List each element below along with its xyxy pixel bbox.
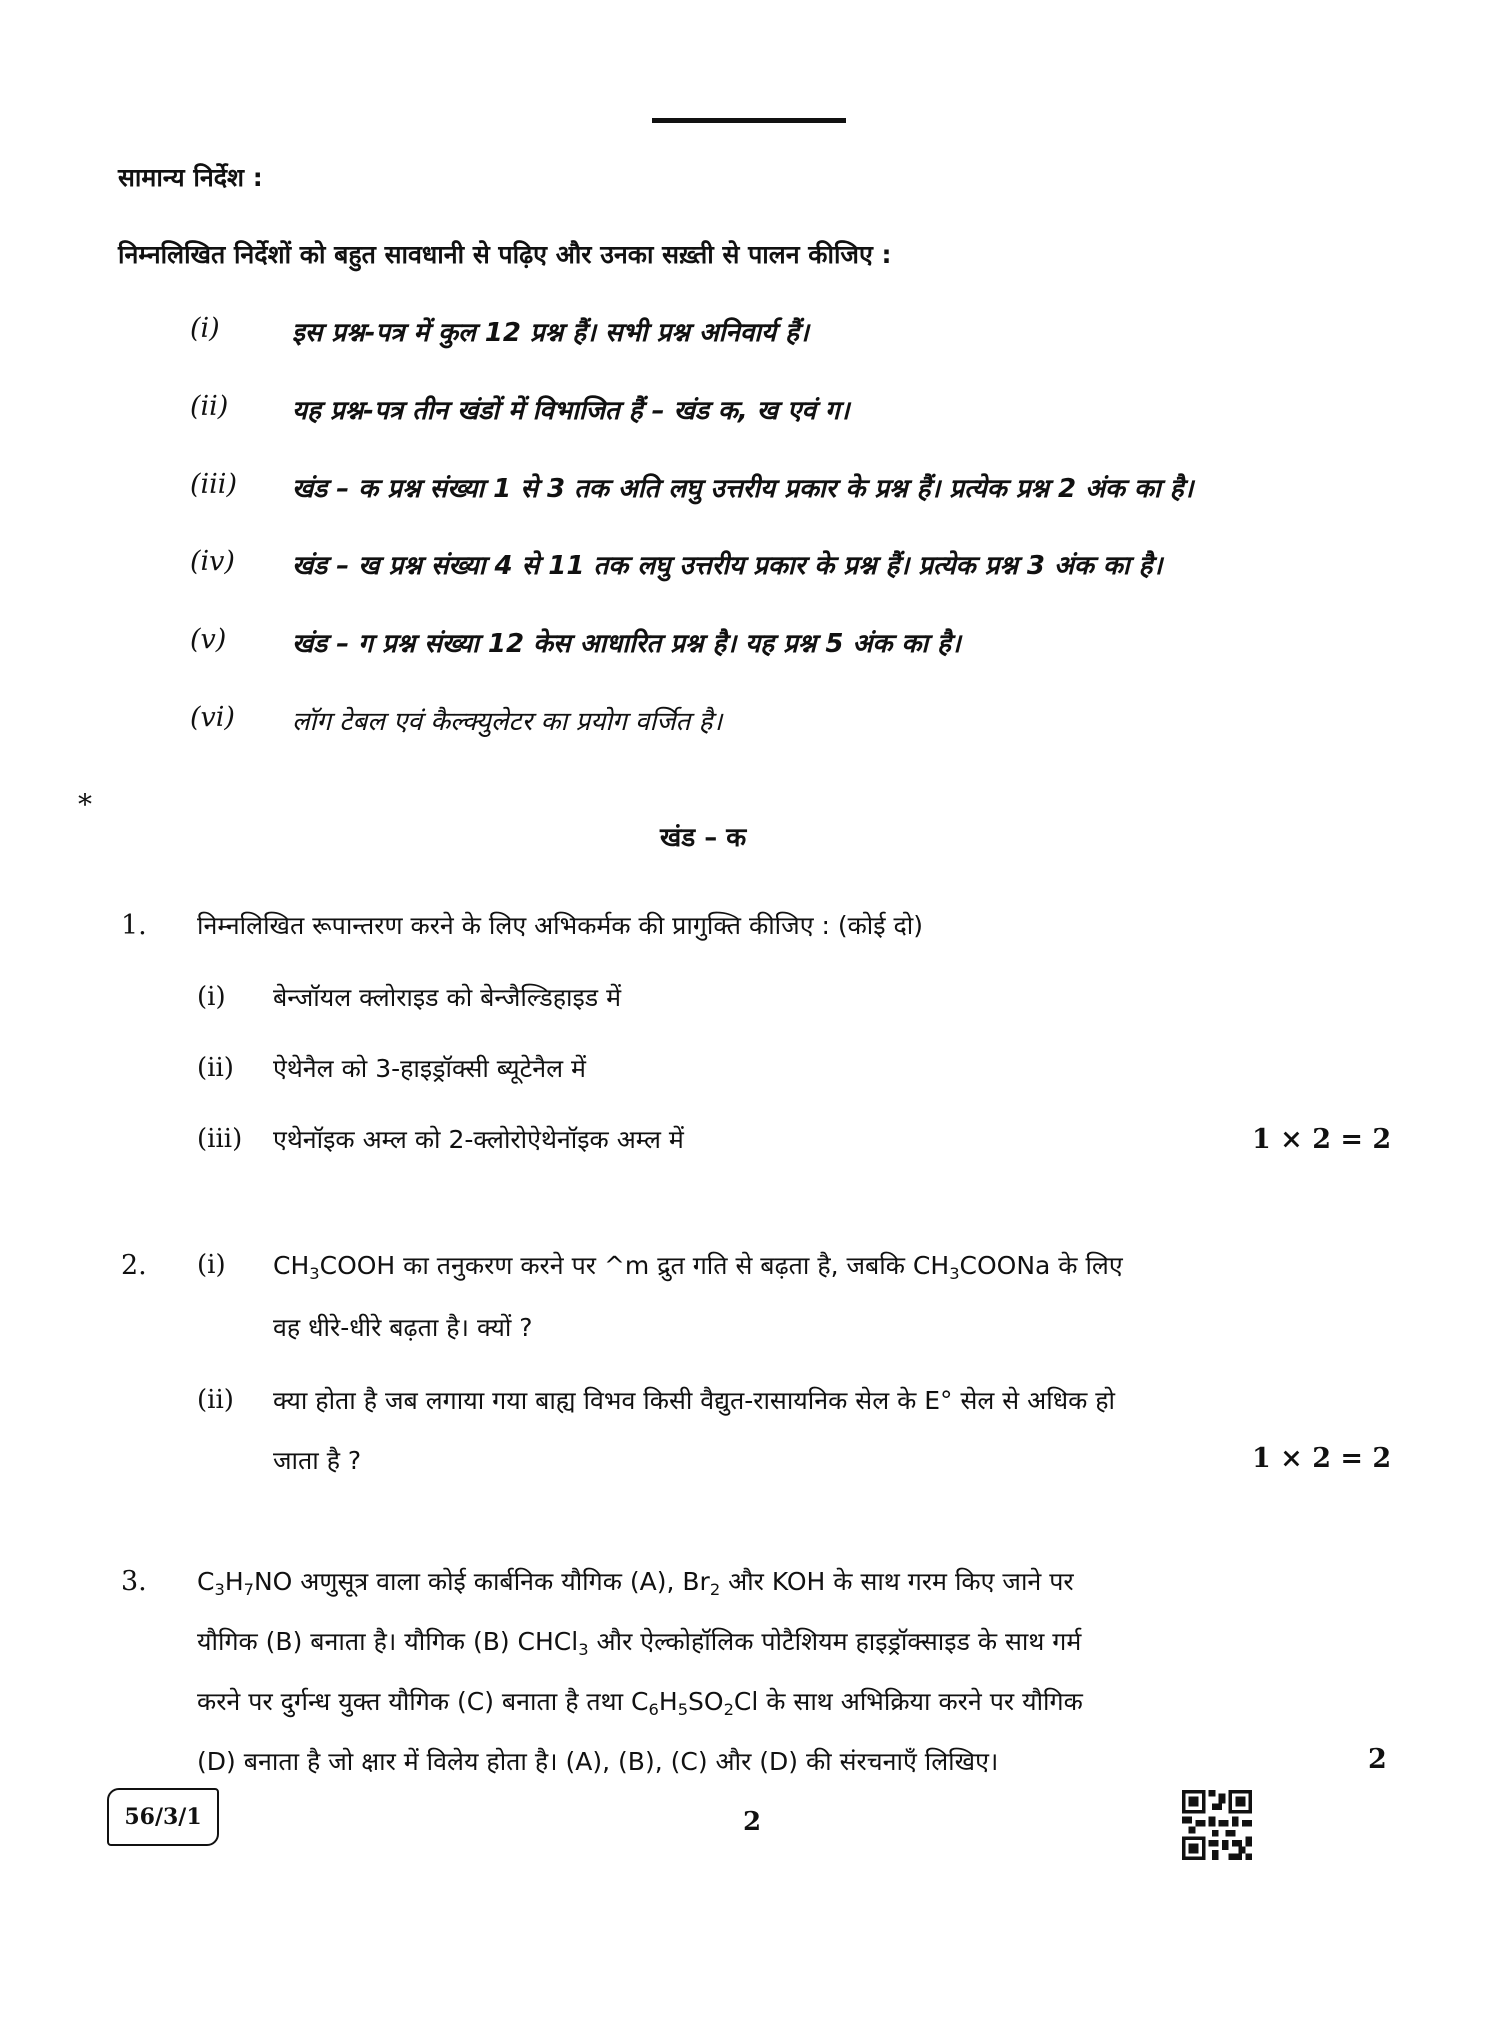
instruction-text: लॉग टेबल एवं कैल्क्युलेटर का प्रयोग वर्जित है। <box>292 707 723 737</box>
part-number: (i) <box>197 982 226 1012</box>
part-text: ऐथेनैल को 3-हाइड्रॉक्सी ब्यूटेनैल में <box>273 1054 586 1083</box>
instruction-text: इस प्रश्न-पत्र में कुल 12 प्रश्न हैं। सभी प्रश्न अनिवार्य हैं। <box>292 318 809 348</box>
instruction-num: (iii) <box>190 469 237 500</box>
instruction-num: (ii) <box>190 391 229 422</box>
paper-code-badge: 56/3/1 <box>107 1788 219 1846</box>
instructions-subtitle: निम्नलिखित निर्देशों को बहुत सावधानी से पढ़िए और उनका सख़्ती से पालन कीजिए : <box>118 240 892 269</box>
marks: 2 <box>1368 1744 1387 1775</box>
instruction-text: यह प्रश्न-पत्र तीन खंडों में विभाजित हैं – खंड क, ख एवं ग। <box>292 396 850 426</box>
instruction-text: खंड – ख प्रश्न संख्या 4 से 11 तक लघु उत्तरीय प्रकार के प्रश्न हैं। प्रत्येक प्रश्न 3 अंक का है। <box>292 551 1163 581</box>
instruction-num: (iv) <box>190 546 235 577</box>
part-text: वह धीरे-धीरे बढ़ता है। क्यों ? <box>273 1313 533 1342</box>
star-mark: * <box>78 788 92 821</box>
question-text: करने पर दुर्गन्ध युक्त यौगिक (C) बनाता है तथा $C_6H_5SO_2Cl$ के साथ अभिक्रिया करने पर यौगिक <box>197 1687 1083 1719</box>
instruction-num: (i) <box>190 313 220 344</box>
question-number: 3. <box>121 1566 147 1597</box>
marks: 1 × 2 = 2 <box>1252 1124 1392 1155</box>
instruction-text: खंड – ग प्रश्न संख्या 12 केस आधारित प्रश्न है। यह प्रश्न 5 अंक का है। <box>292 629 961 659</box>
section-title: खंड – क <box>660 823 747 853</box>
part-number: (ii) <box>197 1385 234 1415</box>
part-text: $CH_3COOH$ का तनुकरण करने पर ^m द्रुत गति से बढ़ता है, जबकि $CH_3COONa$ के लिए <box>273 1251 1123 1283</box>
instruction-text: खंड – क प्रश्न संख्या 1 से 3 तक अति लघु उत्तरीय प्रकार के प्रश्न हैं। प्रत्येक प्रश्न 2 अंक का है। <box>292 474 1194 504</box>
instruction-num: (v) <box>190 624 227 655</box>
page-number: 2 <box>743 1807 762 1837</box>
question-text: यौगिक (B) बनाता है। यौगिक (B) CHCl$_3$ और ऐल्कोहॉलिक पोटैशियम हाइड्रॉक्साइड के साथ गर्म <box>197 1627 1082 1659</box>
instruction-num: (vi) <box>190 702 235 733</box>
part-text: क्या होता है जब लगाया गया बाह्य विभव किसी वैद्युत-रासायनिक सेल के E° सेल से अधिक हो <box>273 1386 1115 1415</box>
instructions-title: सामान्य निर्देश : <box>118 163 263 192</box>
marks: 1 × 2 = 2 <box>1252 1443 1392 1474</box>
part-text: बेन्जॉयल क्लोराइड को बेन्जैल्डिहाइड में <box>273 983 622 1012</box>
qr-code-icon <box>1182 1790 1252 1860</box>
question-number: 2. <box>121 1250 147 1281</box>
top-rule <box>652 118 846 123</box>
part-text: जाता है ? <box>273 1446 362 1475</box>
question-text: निम्नलिखित रूपान्तरण करने के लिए अभिकर्मक की प्रागुक्ति कीजिए : (कोई दो) <box>197 911 923 940</box>
question-text: $C_3H_7NO$ अणुसूत्र वाला कोई कार्बनिक यौगिक (A), $Br_2$ और KOH के साथ गरम किए जाने पर <box>197 1567 1074 1599</box>
part-number: (iii) <box>197 1124 243 1154</box>
part-text: एथेनॉइक अम्ल को 2-क्लोरोऐथेनॉइक अम्ल में <box>273 1125 684 1154</box>
part-number: (i) <box>197 1250 226 1280</box>
question-number: 1. <box>121 910 147 941</box>
question-text: (D) बनाता है जो क्षार में विलेय होता है। (A), (B), (C) और (D) की संरचनाएँ लिखिए। <box>197 1747 999 1776</box>
part-number: (ii) <box>197 1053 234 1083</box>
